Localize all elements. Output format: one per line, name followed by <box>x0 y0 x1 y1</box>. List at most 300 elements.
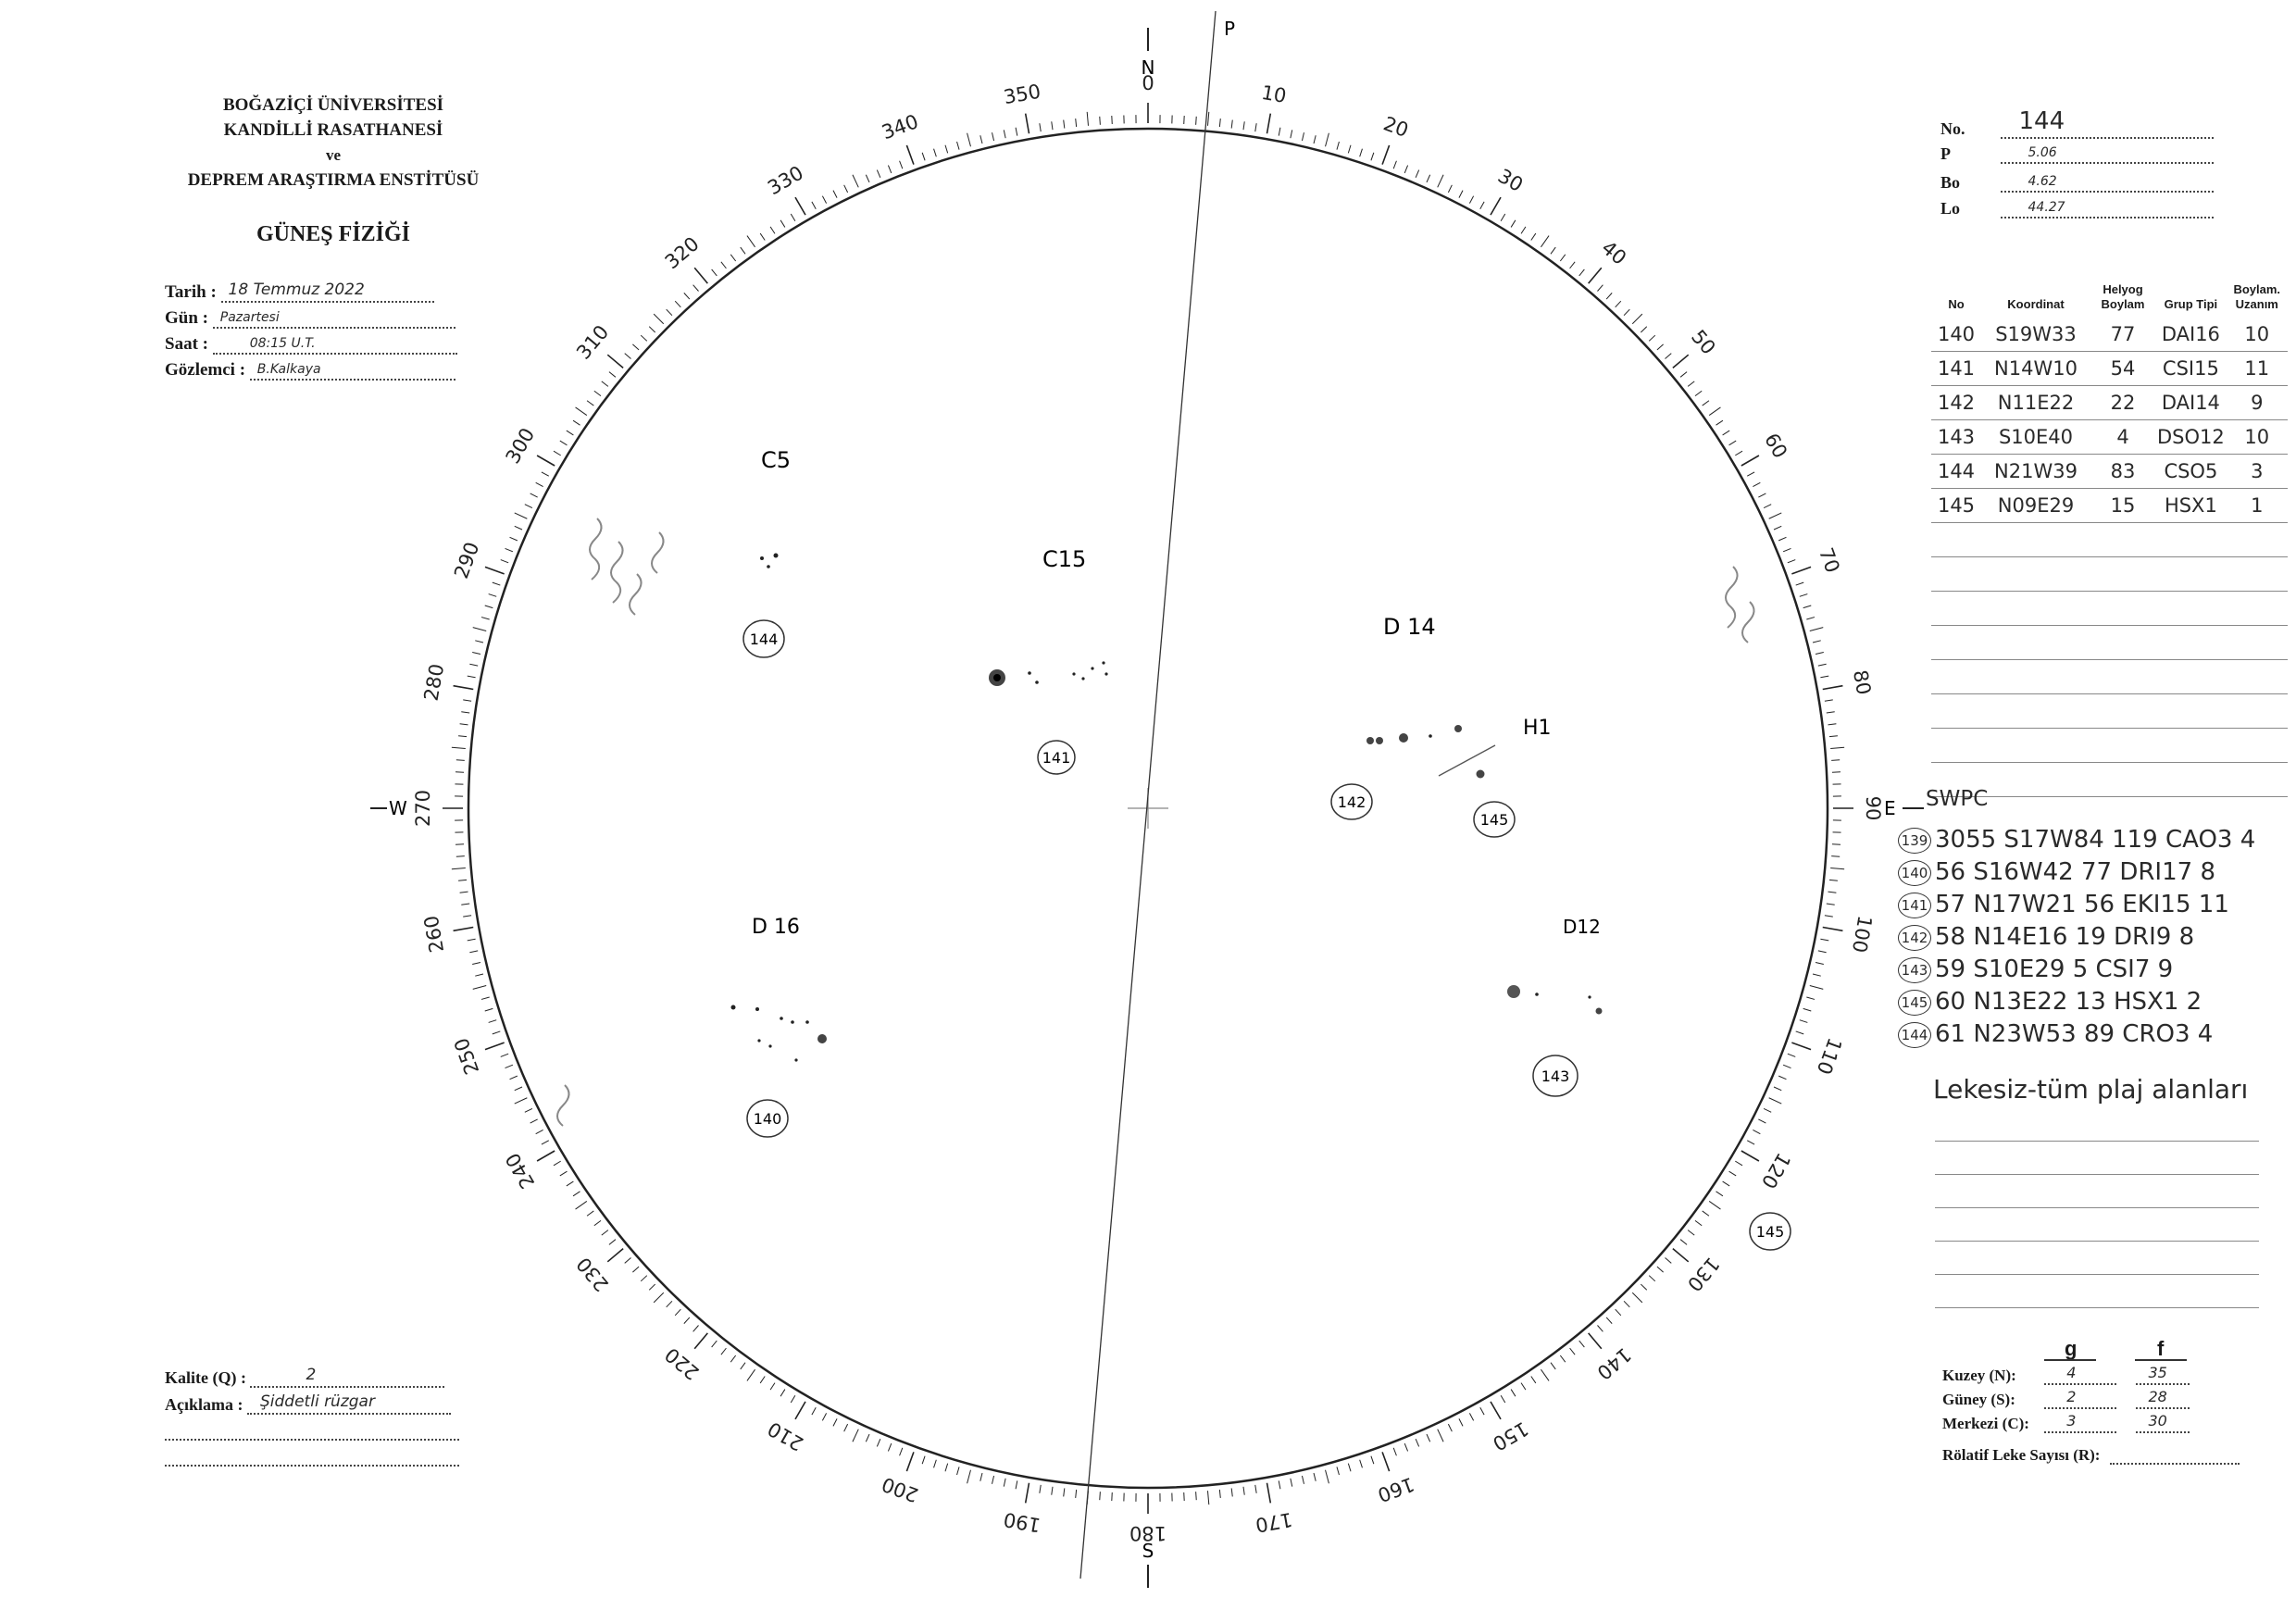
degree-tick <box>530 493 538 497</box>
degree-tick <box>649 327 655 332</box>
group-table-cell[interactable]: N21W39 <box>1981 455 2090 489</box>
degree-tick <box>730 255 735 261</box>
degree-tick <box>1382 1452 1390 1471</box>
degree-tick <box>1716 1192 1722 1196</box>
degree-tick <box>1279 128 1280 136</box>
group-circle-140 <box>747 1100 788 1137</box>
degree-tick <box>967 133 971 146</box>
degree-tick <box>515 1098 528 1104</box>
degree-tick <box>505 548 513 551</box>
group-table-cell[interactable]: 22 <box>2090 386 2155 420</box>
degree-tick <box>1823 686 1843 690</box>
degree-tick <box>463 916 471 917</box>
degree-tick <box>967 1470 971 1483</box>
degree-tick <box>602 381 608 387</box>
degree-tick <box>1348 1464 1351 1472</box>
group-table-cell[interactable]: 77 <box>2090 318 2155 352</box>
degree-tick <box>1382 145 1390 165</box>
degree-tick <box>1579 269 1585 276</box>
degree-label: 170 <box>1254 1507 1294 1537</box>
degree-tick <box>469 664 478 666</box>
sunspot <box>1091 667 1093 669</box>
degree-tick <box>1816 653 1824 655</box>
degree-label: 340 <box>879 110 922 144</box>
degree-tick <box>1818 664 1827 666</box>
bo-label: Bo <box>1940 173 1961 192</box>
degree-tick <box>1828 724 1836 725</box>
degree-tick <box>1243 1487 1244 1495</box>
degree-tick <box>493 582 501 585</box>
degree-tick <box>1589 1333 1602 1349</box>
sunspot <box>791 1020 794 1024</box>
degree-tick <box>501 1054 508 1056</box>
degree-tick <box>1830 747 1844 748</box>
h1-indicator-line <box>1439 745 1495 776</box>
degree-tick <box>844 185 848 193</box>
degree-tick <box>1427 175 1430 182</box>
group-table-cell[interactable]: N11E22 <box>1981 386 2090 420</box>
degree-tick <box>770 227 775 234</box>
degree-tick <box>760 1376 765 1382</box>
degree-tick <box>1551 1363 1555 1369</box>
degree-tick <box>1632 1292 1642 1303</box>
degree-tick <box>1800 1020 1808 1023</box>
degree-tick <box>1791 1042 1811 1050</box>
degree-tick <box>812 1407 816 1415</box>
degree-tick <box>607 355 623 368</box>
degree-tick <box>1803 606 1812 608</box>
degree-label: 30 <box>1493 164 1528 196</box>
lo-value: 44.27 <box>2028 200 2065 215</box>
degree-tick <box>694 1333 707 1349</box>
group-table-cell[interactable]: DSO12 <box>2155 420 2227 455</box>
degree-tick <box>1680 1240 1687 1245</box>
degree-label: 290 <box>450 539 484 582</box>
degree-tick <box>1360 1460 1363 1468</box>
svg-text:145: 145 <box>1755 1223 1785 1241</box>
aciklama-label: Açıklama : <box>165 1395 243 1414</box>
degree-tick <box>694 268 707 283</box>
group-table-cell[interactable]: N09E29 <box>1981 489 2090 523</box>
svg-text:142: 142 <box>1337 793 1366 811</box>
degree-tick <box>573 1192 580 1196</box>
group-table-cell[interactable]: HSX1 <box>2155 489 2227 523</box>
degree-tick <box>900 1448 903 1455</box>
degree-tick <box>1657 344 1664 350</box>
group-table-cell[interactable]: 10 <box>2227 318 2288 352</box>
degree-tick <box>1207 1491 1208 1504</box>
degree-tick <box>1267 114 1270 134</box>
swpc-group-circle: 140 <box>1898 860 1931 886</box>
degree-tick <box>1649 1276 1655 1281</box>
swpc-row-text: 57 N17W21 56 EKI15 11 <box>1935 891 2229 918</box>
degree-tick <box>1796 1031 1804 1034</box>
degree-tick <box>780 1390 785 1397</box>
degree-tick <box>1579 1341 1585 1347</box>
merkezi-f: 30 <box>2148 1412 2167 1429</box>
group-table-cell[interactable]: 15 <box>2090 489 2155 523</box>
degree-tick <box>1747 1141 1754 1144</box>
group-table-cell[interactable]: 54 <box>2090 352 2155 386</box>
group-table-cell[interactable]: N14W10 <box>1981 352 2090 386</box>
degree-label: 270 <box>412 789 434 828</box>
degree-tick <box>537 1151 555 1161</box>
degree-tick <box>481 618 490 619</box>
degree-tick <box>1393 1448 1396 1455</box>
degree-tick <box>721 1348 727 1355</box>
degree-tick <box>1360 149 1363 157</box>
annotation-c5: C5 <box>761 447 792 473</box>
degree-tick <box>1747 472 1754 476</box>
group-table-cell[interactable]: 11 <box>2227 352 2288 386</box>
degree-tick <box>1087 112 1088 126</box>
degree-tick <box>501 560 508 563</box>
tarih-label: Tarih : <box>165 282 217 302</box>
degree-tick <box>1597 1325 1603 1331</box>
group-table-cell[interactable]: 1 <box>2227 489 2288 523</box>
degree-tick <box>469 951 478 953</box>
degree-tick <box>1448 1424 1452 1431</box>
degree-label: 330 <box>764 161 807 200</box>
degree-label: 200 <box>879 1472 922 1506</box>
degree-tick <box>1729 441 1737 445</box>
degree-tick <box>525 1108 532 1112</box>
degree-tick <box>536 482 543 486</box>
degree-tick <box>1016 128 1017 136</box>
merkezi-label: Merkezi (C): <box>1942 1415 2029 1432</box>
degree-tick <box>1810 986 1823 990</box>
degree-label: 110 <box>1812 1034 1846 1078</box>
degree-tick <box>1438 1429 1443 1442</box>
degree-tick <box>957 142 959 150</box>
sunspots <box>731 554 1603 1062</box>
group-table-cell[interactable]: 3 <box>2227 455 2288 489</box>
degree-tick <box>791 1395 795 1403</box>
degree-tick <box>1680 372 1687 378</box>
sunspot <box>755 1007 759 1011</box>
degree-tick <box>1597 285 1603 292</box>
swpc-title: SWPC <box>1926 787 1989 811</box>
sunspot <box>805 1020 809 1024</box>
degree-tick <box>1813 641 1821 643</box>
col-no: No <box>1948 297 1965 311</box>
group-table-cell[interactable]: 83 <box>2090 455 2155 489</box>
degree-tick <box>1796 582 1804 585</box>
degree-tick <box>1764 505 1771 508</box>
degree-tick <box>485 606 493 608</box>
col-koordinat: Koordinat <box>2007 297 2065 311</box>
degree-tick <box>554 451 561 456</box>
degree-tick <box>741 1363 745 1369</box>
gozlemci-label: Gözlemci : <box>165 360 246 380</box>
degree-tick <box>460 724 468 725</box>
degree-tick <box>1279 1480 1280 1489</box>
plage-marks <box>557 518 1754 1126</box>
degree-tick <box>1100 117 1101 125</box>
degree-tick <box>980 1473 982 1481</box>
degree-tick <box>1219 119 1220 127</box>
group-table-cell[interactable]: CSO5 <box>2155 455 2227 489</box>
swpc-group-circle: 142 <box>1898 925 1931 951</box>
degree-tick <box>1831 760 1840 761</box>
sunspot <box>760 556 764 560</box>
degree-tick <box>473 986 486 990</box>
sunspot <box>767 565 770 568</box>
degree-tick <box>594 391 601 395</box>
degree-tick <box>1052 1487 1053 1495</box>
kuzey-f: 35 <box>2148 1364 2167 1381</box>
degree-tick <box>1404 1443 1407 1451</box>
degree-tick <box>1040 123 1041 131</box>
degree-tick <box>1589 268 1602 283</box>
guney-f: 28 <box>2148 1388 2167 1405</box>
degree-tick <box>866 175 869 182</box>
bo-value: 4.62 <box>2028 174 2057 189</box>
degree-tick <box>1820 939 1828 941</box>
degree-tick <box>554 1161 561 1166</box>
degree-tick <box>1753 1130 1760 1133</box>
degree-tick <box>1735 451 1742 456</box>
degree-tick <box>1649 335 1655 341</box>
degree-tick <box>1541 236 1549 247</box>
degree-tick <box>1813 974 1821 976</box>
degree-tick <box>1624 1301 1629 1306</box>
degree-tick <box>1828 892 1836 893</box>
degree-tick <box>1052 121 1053 130</box>
degree-tick <box>1806 618 1815 619</box>
degree-label: 20 <box>1380 112 1412 143</box>
degree-label: 50 <box>1687 325 1720 359</box>
degree-tick <box>906 145 914 165</box>
group-circle-145 <box>1474 802 1515 837</box>
degree-tick <box>1688 381 1694 387</box>
svg-text:145: 145 <box>1479 811 1509 829</box>
degree-tick <box>906 1452 914 1471</box>
degree-tick <box>934 1460 937 1468</box>
institution-line-2: KANDİLLİ RASATHANESİ <box>223 120 443 140</box>
group-table-cell[interactable]: 10 <box>2227 420 2288 455</box>
degree-tick <box>1511 1390 1516 1397</box>
tarih-value: 18 Temmuz 2022 <box>228 281 365 299</box>
degree-tick <box>473 628 486 631</box>
f-header: f <box>2157 1337 2165 1360</box>
swpc-group-circle: 139 <box>1898 828 1931 854</box>
degree-tick <box>1314 1473 1316 1481</box>
degree-label: 240 <box>501 1149 540 1192</box>
degree-tick <box>515 526 522 530</box>
plage-squiggle <box>652 532 664 573</box>
degree-tick <box>1695 391 1702 395</box>
degree-tick <box>888 1443 891 1451</box>
group-table-cell[interactable]: 142 <box>1931 386 1981 420</box>
annotation-d12: D12 <box>1563 916 1601 938</box>
degree-label: 190 <box>1002 1507 1042 1537</box>
degree-tick <box>1026 1483 1029 1504</box>
degree-tick <box>1774 526 1781 530</box>
no-label: No. <box>1940 119 1965 138</box>
east-label: E <box>1884 797 1896 819</box>
degree-tick <box>454 686 474 690</box>
degree-tick <box>536 1130 543 1133</box>
degree-tick <box>1774 1087 1781 1091</box>
degree-label: 220 <box>660 1342 704 1384</box>
swpc-group-circle: 141 <box>1898 893 1931 918</box>
degree-tick <box>609 1240 616 1245</box>
degree-tick <box>458 736 467 737</box>
degree-tick <box>649 1284 655 1290</box>
annotation-d16: D 16 <box>752 916 800 939</box>
group-table-cell[interactable]: 140 <box>1931 318 1981 352</box>
degree-tick <box>675 301 680 307</box>
degree-tick <box>1531 233 1536 240</box>
degree-label: 150 <box>1489 1417 1532 1455</box>
aciklama-value: Şiddetli rüzgar <box>260 1392 375 1411</box>
degree-tick <box>1673 355 1689 368</box>
swpc-row-text: 61 N23W53 89 CRO3 4 <box>1935 1020 2214 1048</box>
degree-tick <box>1438 175 1443 188</box>
degree-tick <box>1778 1076 1786 1080</box>
degree-tick <box>632 344 639 350</box>
degree-label: 100 <box>1847 914 1877 955</box>
sunspot <box>1399 733 1408 743</box>
degree-tick <box>730 1355 735 1362</box>
degree-tick <box>1448 185 1452 193</box>
plage-squiggle <box>1726 567 1738 628</box>
degree-tick <box>667 309 672 315</box>
degree-tick <box>1791 567 1811 574</box>
degree-tick <box>542 1141 549 1144</box>
degree-tick <box>684 1317 690 1324</box>
degree-tick <box>602 1230 608 1236</box>
north-label: N <box>1141 56 1155 79</box>
degree-tick <box>1816 962 1824 964</box>
group-table-cell[interactable]: 145 <box>1931 489 1981 523</box>
degree-tick <box>1459 1418 1463 1426</box>
merkezi-g: 3 <box>2066 1412 2077 1429</box>
institution-line-4: DEPREM ARAŞTIRMA ENSTİTÜSÜ <box>187 170 480 190</box>
degree-tick <box>1703 401 1709 406</box>
sunspot <box>1429 734 1432 738</box>
degree-tick <box>510 1076 518 1080</box>
degree-tick <box>1788 560 1795 563</box>
degree-tick <box>770 1383 775 1391</box>
degree-tick <box>1076 1490 1077 1498</box>
group-table-cell[interactable]: S19W33 <box>1981 318 2090 352</box>
swpc-row-text: 59 S10E29 5 CSI7 9 <box>1935 955 2174 983</box>
degree-tick <box>641 1276 647 1281</box>
degree-tick <box>654 314 664 324</box>
swpc-group-circle: 145 <box>1898 990 1931 1016</box>
plage-squiggle <box>611 542 623 603</box>
degree-tick <box>515 513 528 518</box>
degree-tick <box>1326 133 1329 146</box>
group-table-cell[interactable]: 141 <box>1931 352 1981 386</box>
degree-label: 320 <box>660 232 704 274</box>
degree-tick <box>675 1309 680 1316</box>
degree-tick <box>853 175 858 188</box>
gozlemci-value: B.Kalkaya <box>256 362 321 377</box>
degree-tick <box>542 472 549 476</box>
degree-tick <box>1788 1054 1795 1056</box>
degree-label: 180 <box>1129 1522 1167 1544</box>
group-table-cell[interactable]: DAI14 <box>2155 386 2227 420</box>
degree-tick <box>888 166 891 173</box>
group-table-cell[interactable]: 144 <box>1931 455 1981 489</box>
degree-label: 10 <box>1259 81 1289 108</box>
degree-tick <box>632 1267 639 1272</box>
degree-tick <box>452 747 466 748</box>
sunspot <box>1028 671 1031 675</box>
degree-label: 40 <box>1597 236 1631 269</box>
svg-text:143: 143 <box>1541 1067 1570 1085</box>
group-circle-144 <box>743 620 784 657</box>
degree-tick <box>1825 916 1833 917</box>
degree-tick <box>1004 1479 1005 1487</box>
degree-tick <box>475 641 483 643</box>
degree-tick <box>747 236 755 247</box>
sunspot <box>774 554 779 558</box>
degree-tick <box>525 505 532 508</box>
degree-tick <box>654 1292 664 1303</box>
group-table-cell[interactable]: S10E40 <box>1981 420 2090 455</box>
plage-squiggle <box>557 1085 569 1126</box>
degree-tick <box>1688 1230 1694 1236</box>
institution-line-3: ve <box>325 146 342 164</box>
degree-tick <box>1551 247 1555 254</box>
degree-tick <box>877 1439 880 1446</box>
sunspot <box>780 1017 783 1020</box>
degree-tick <box>1393 161 1396 169</box>
degree-tick <box>1703 1211 1709 1216</box>
group-table-cell[interactable]: 4 <box>2090 420 2155 455</box>
degree-tick <box>1827 904 1835 905</box>
sunspot <box>1104 672 1107 675</box>
degree-tick <box>900 161 903 169</box>
degree-tick <box>1825 700 1833 701</box>
degree-tick <box>1371 153 1374 161</box>
guney-label: Güney (S): <box>1942 1391 2015 1408</box>
group-table-cell[interactable]: 143 <box>1931 420 1981 455</box>
degree-tick <box>1570 1348 1576 1355</box>
degree-tick <box>1769 513 1782 518</box>
degree-tick <box>780 220 785 228</box>
degree-tick <box>1302 132 1304 141</box>
group-table-cell[interactable]: DAI16 <box>2155 318 2227 352</box>
degree-tick <box>1783 548 1791 551</box>
annotation-h1: H1 <box>1523 717 1552 740</box>
degree-tick <box>485 567 505 574</box>
degree-tick <box>1827 712 1835 713</box>
degree-tick <box>1778 537 1786 541</box>
degree-tick <box>1243 121 1244 130</box>
group-table-cell[interactable]: CSI15 <box>2155 352 2227 386</box>
degree-tick <box>1337 1467 1339 1475</box>
degree-tick <box>1758 493 1766 497</box>
degree-tick <box>1657 1267 1664 1272</box>
kalite-value: 2 <box>306 1366 317 1384</box>
degree-tick <box>1818 951 1827 953</box>
degree-tick <box>1100 1492 1101 1500</box>
degree-tick <box>1469 1413 1473 1420</box>
degree-tick <box>1541 1369 1549 1380</box>
group-table-cell[interactable]: 9 <box>2227 386 2288 420</box>
plage-squiggle <box>1742 602 1754 643</box>
group-circle-141 <box>1038 741 1075 774</box>
degree-tick <box>693 285 699 292</box>
degree-tick <box>515 1087 522 1091</box>
degree-tick <box>922 1456 925 1465</box>
degree-tick <box>1665 1257 1671 1263</box>
